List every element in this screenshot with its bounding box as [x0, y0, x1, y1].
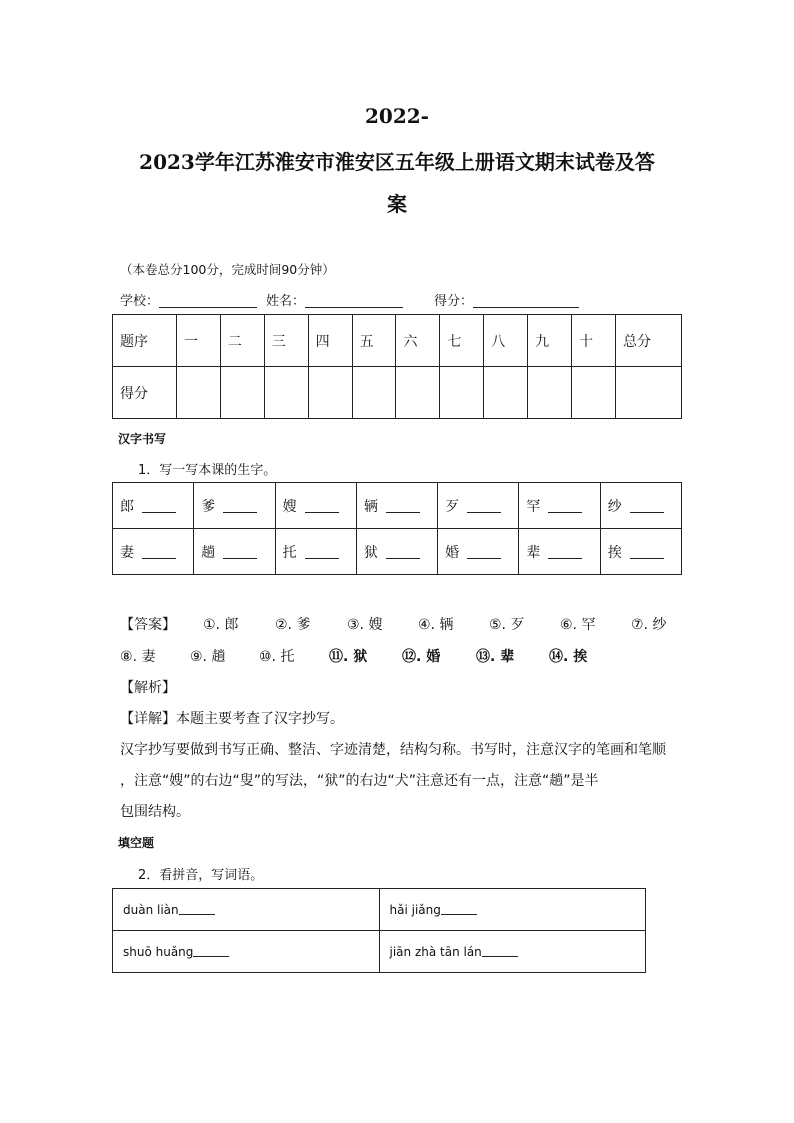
write-blank	[630, 546, 664, 559]
pinyin-table	[112, 888, 646, 973]
character: 狱	[363, 544, 378, 561]
write-blank	[467, 546, 501, 559]
character: 罕	[526, 498, 541, 515]
answer-item: ⑤. 歹	[489, 617, 525, 633]
write-blank	[193, 946, 229, 957]
character-row	[113, 483, 682, 529]
character: 纱	[607, 498, 622, 515]
score-header-cell: 八	[484, 315, 528, 367]
score-row-label: 得分	[113, 367, 177, 419]
answer-item: ③. 嫂	[347, 617, 383, 633]
answer-item: ⑭. 挨	[549, 649, 588, 665]
pinyin-row	[113, 889, 646, 931]
character-cell	[194, 529, 275, 575]
character-cell	[600, 529, 681, 575]
character: 郎	[120, 498, 134, 515]
score-cell[interactable]	[616, 367, 682, 419]
write-blank	[441, 904, 477, 915]
score-cell[interactable]	[308, 367, 352, 419]
score-blank	[473, 294, 579, 308]
character: 辆	[363, 498, 378, 515]
write-blank	[548, 546, 582, 559]
title-line-1: 2022-	[365, 104, 429, 128]
write-blank	[548, 500, 582, 513]
write-blank	[386, 546, 420, 559]
answer-item: ②. 爹	[275, 617, 311, 633]
score-header-cell: 总分	[616, 315, 682, 367]
character-cell	[113, 483, 194, 529]
score-cell[interactable]	[220, 367, 264, 419]
score-cell[interactable]	[264, 367, 308, 419]
write-blank	[179, 904, 215, 915]
answer-item: ⑦. 纱	[631, 617, 667, 633]
write-blank	[142, 500, 176, 513]
score-cell[interactable]	[484, 367, 528, 419]
answer-item: ⑥. 罕	[560, 617, 596, 633]
pinyin-cell	[379, 889, 646, 931]
write-blank	[305, 500, 339, 513]
pinyin-text: hǎi jiǎng	[389, 902, 441, 917]
write-blank	[386, 500, 420, 513]
score-header-cell: 一	[177, 315, 221, 367]
pinyin-text: shuō huǎng	[123, 944, 194, 959]
write-blank	[630, 500, 664, 513]
character-cell	[519, 483, 600, 529]
answer-label: 【答案】	[120, 617, 176, 633]
answer-item: ⑧. 妻	[120, 649, 156, 665]
score-cell[interactable]	[352, 367, 396, 419]
answer-item: ⑬. 辈	[476, 649, 515, 665]
name-field	[266, 290, 403, 309]
name-label: 姓名：	[266, 294, 306, 309]
score-table-header-row	[113, 315, 682, 367]
character: 嫂	[282, 498, 297, 515]
analysis-paragraph-line: 包围结构。	[120, 804, 190, 820]
section-title-fill-blank: 填空题	[118, 836, 155, 850]
score-header-cell: 五	[352, 315, 396, 367]
score-header-cell: 三	[264, 315, 308, 367]
character-cell	[275, 529, 356, 575]
write-blank	[467, 500, 501, 513]
character-cell	[438, 483, 519, 529]
character-table	[112, 482, 682, 575]
character: 辈	[526, 544, 541, 561]
pinyin-text: duàn liàn	[123, 902, 179, 917]
character-cell	[519, 529, 600, 575]
write-blank	[305, 546, 339, 559]
pinyin-row	[113, 931, 646, 973]
score-table-score-row	[113, 367, 682, 419]
character: 挨	[607, 544, 622, 561]
character-cell	[275, 483, 356, 529]
analysis-detail: 【详解】本题主要考查了汉字抄写。	[120, 711, 344, 727]
write-blank	[223, 546, 257, 559]
character-cell	[356, 529, 437, 575]
exam-note: （本卷总分100分，完成时间90分钟）	[120, 262, 335, 277]
title-line-3: 案	[387, 192, 407, 216]
answer-item: ①. 郎	[203, 617, 239, 633]
title-line-2: 2023学年江苏淮安市淮安区五年级上册语文期末试卷及答	[139, 150, 655, 174]
answer-item: ⑪. 狱	[329, 649, 368, 665]
analysis-paragraph-line: 汉字抄写要做到书写正确、整洁、字迹清楚，结构匀称。书写时，注意汉字的笔画和笔顺	[120, 742, 666, 758]
analysis-label: 【解析】	[120, 680, 176, 696]
answer-item: ④. 辆	[418, 617, 454, 633]
character-cell	[600, 483, 681, 529]
score-field	[434, 290, 579, 309]
character-row	[113, 529, 682, 575]
pinyin-cell	[379, 931, 646, 973]
answer-item: ⑨. 趟	[190, 649, 226, 665]
score-header-cell: 四	[308, 315, 352, 367]
character-cell	[194, 483, 275, 529]
score-header-cell: 题序	[113, 315, 177, 367]
character: 婚	[445, 544, 460, 561]
character: 托	[282, 544, 297, 561]
write-blank	[223, 500, 257, 513]
score-header-cell: 六	[396, 315, 440, 367]
analysis-paragraph-line: ，注意“嫂”的右边“叟”的写法，“狱”的右边“犬”注意还有一点，注意“趟”是半	[120, 773, 599, 789]
pinyin-text: jiān zhà tān lán	[389, 944, 482, 959]
school-blank	[159, 294, 257, 308]
score-table	[112, 314, 682, 419]
score-header-cell: 七	[440, 315, 484, 367]
school-field	[120, 290, 257, 309]
character: 妻	[120, 544, 134, 561]
score-cell[interactable]	[528, 367, 572, 419]
answer-item: ⑫. 婚	[402, 649, 441, 665]
character-cell	[113, 529, 194, 575]
character: 歹	[445, 498, 460, 515]
write-blank	[142, 546, 176, 559]
score-header-cell: 十	[572, 315, 616, 367]
score-cell[interactable]	[396, 367, 440, 419]
pinyin-cell	[113, 889, 380, 931]
section-title-hanzi: 汉字书写	[118, 432, 167, 446]
score-label: 得分：	[434, 294, 474, 309]
name-blank	[305, 294, 403, 308]
character: 爹	[201, 498, 216, 515]
score-cell[interactable]	[177, 367, 221, 419]
score-header-cell: 二	[220, 315, 264, 367]
character: 趟	[201, 544, 216, 561]
answer-item: ⑩. 托	[259, 649, 295, 665]
question-1: 1．写一写本课的生字。	[138, 463, 277, 478]
write-blank	[482, 946, 518, 957]
score-header-cell: 九	[528, 315, 572, 367]
score-cell[interactable]	[572, 367, 616, 419]
score-cell[interactable]	[440, 367, 484, 419]
character-cell	[356, 483, 437, 529]
school-label: 学校：	[120, 294, 160, 309]
pinyin-cell	[113, 931, 380, 973]
question-2: 2．看拼音，写词语。	[138, 868, 264, 883]
character-cell	[438, 529, 519, 575]
